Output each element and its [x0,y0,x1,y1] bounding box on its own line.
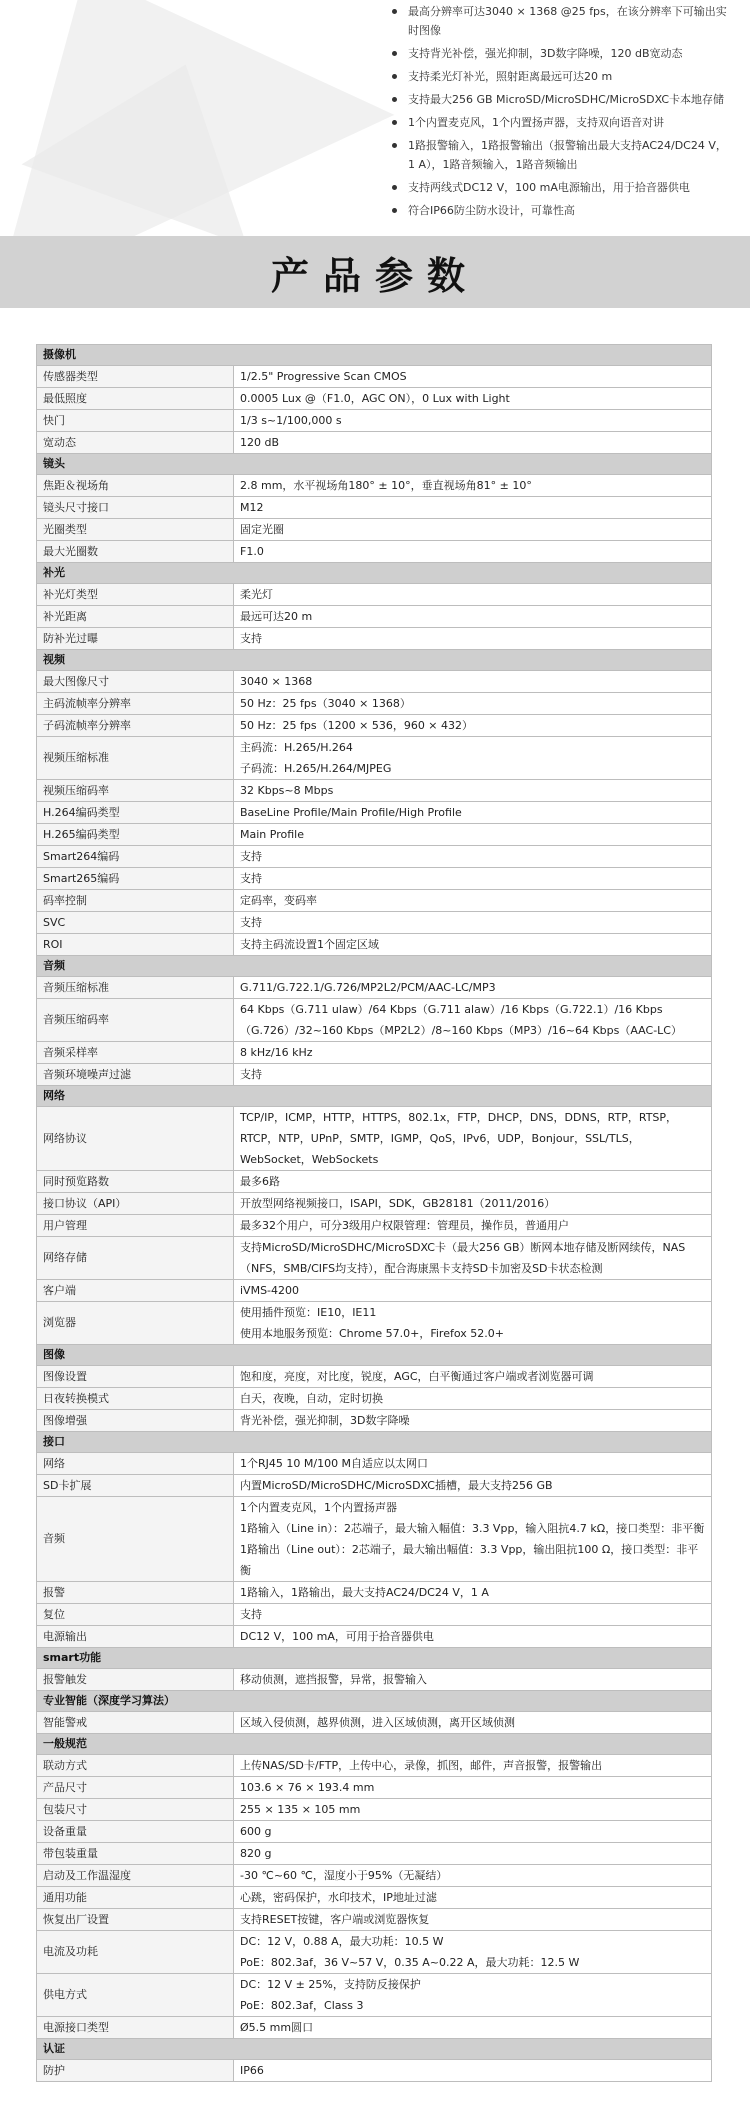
spec-table [36,344,712,2082]
spec-row [37,2060,712,2082]
spec-value-line: 支持 [240,632,262,645]
spec-value [234,1712,712,1734]
banner-title: 产品参数 [270,253,479,298]
spec-value [234,1626,712,1648]
spec-value [234,1475,712,1497]
section-row [37,1648,712,1669]
spec-label: 音频环境噪声过滤 [37,1064,234,1086]
bullet-icon [392,74,397,79]
spec-label: 音频采样率 [37,1042,234,1064]
spec-row [37,1388,712,1410]
spec-row [37,1755,712,1777]
spec-label: 补光灯类型 [37,584,234,606]
spec-label: 联动方式 [37,1755,234,1777]
spec-label: ROI [37,934,234,956]
spec-value-line: 1/2.5" Progressive Scan CMOS [240,370,407,383]
section-row [37,956,712,977]
spec-value [234,868,712,890]
section-row [37,2039,712,2060]
spec-label: 防补光过曝 [37,628,234,650]
spec-value [234,846,712,868]
spec-row [37,497,712,519]
spec-row [37,2017,712,2039]
spec-row [37,1865,712,1887]
spec-row [37,977,712,999]
spec-row [37,1887,712,1909]
spec-value-line: 白天，夜晚，自动，定时切换 [240,1392,383,1405]
spec-value [234,1215,712,1237]
spec-label: 通用功能 [37,1887,234,1909]
spec-value [234,541,712,563]
spec-value-line: 1个RJ45 10 M/100 M自适应以太网口 [240,1457,429,1470]
spec-row [37,934,712,956]
spec-value-line: 支持RESET按键，客户端或浏览器恢复 [240,1913,430,1926]
section-title: 接口 [37,1432,712,1453]
spec-value [234,999,712,1042]
feature-text: 符合IP66防尘防水设计，可靠性高 [408,204,575,217]
spec-row [37,1215,712,1237]
header-area [0,0,750,236]
spec-value [234,1582,712,1604]
spec-value-line: 103.6 × 76 × 193.4 mm [240,1781,375,1794]
spec-value [234,1931,712,1974]
bullet-icon [392,143,397,148]
section-title: 一般规范 [37,1734,712,1755]
spec-value [234,1410,712,1432]
spec-row [37,715,712,737]
spec-row [37,1193,712,1215]
spec-value [234,1821,712,1843]
section-banner [0,236,750,308]
spec-row [37,366,712,388]
section-title: 认证 [37,2039,712,2060]
spec-value-line: 255 × 135 × 105 mm [240,1803,361,1816]
spec-label: 接口协议（API） [37,1193,234,1215]
spec-label: 日夜转换模式 [37,1388,234,1410]
feature-text: 1个内置麦克风，1个内置扬声器，支持双向语音对讲 [408,116,664,129]
spec-value [234,1669,712,1691]
spec-row [37,1171,712,1193]
spec-row [37,1042,712,1064]
spec-row [37,1366,712,1388]
spec-label: 启动及工作温湿度 [37,1865,234,1887]
spec-value-line: 1路输入，1路输出，最大支持AC24/DC24 V，1 A [240,1586,489,1599]
spec-value [234,388,712,410]
spec-row [37,628,712,650]
spec-value-line: 子码流：H.265/H.264/MJPEG [240,762,392,775]
bullet-icon [392,185,397,190]
spec-label: 音频 [37,1497,234,1582]
section-title: 镜头 [37,454,712,475]
spec-value [234,693,712,715]
spec-value-line: PoE：802.3af，36 V~57 V，0.35 A~0.22 A，最大功耗：12.5 W [240,1956,580,1969]
spec-label: 设备重量 [37,1821,234,1843]
spec-value [234,1497,712,1582]
spec-row [37,824,712,846]
spec-row [37,519,712,541]
spec-value [234,1280,712,1302]
spec-value-line: 使用插件预览：IE10，IE11 [240,1306,377,1319]
feature-item [390,67,730,86]
spec-value [234,1107,712,1171]
spec-label: 电源接口类型 [37,2017,234,2039]
spec-label: 电流及功耗 [37,1931,234,1974]
spec-value-line: 120 dB [240,436,280,449]
spec-label: 传感器类型 [37,366,234,388]
spec-row [37,1777,712,1799]
spec-value-line: IP66 [240,2064,264,2077]
spec-value-line: DC12 V，100 mA，可用于拾音器供电 [240,1630,434,1643]
spec-label: 网络 [37,1453,234,1475]
spec-value-line: BaseLine Profile/Main Profile/High Profile [240,806,462,819]
spec-value-line: 50 Hz：25 fps（3040 × 1368） [240,697,411,710]
spec-value-line: DC：12 V，0.88 A，最大功耗：10.5 W [240,1935,444,1948]
spec-label: 音频压缩标准 [37,977,234,999]
spec-row [37,846,712,868]
spec-value-line: 1路输出（Line out）：2芯端子，最大输出幅值：3.3 Vpp，输出阻抗100 Ω，接口类型：非平衡 [240,1543,699,1577]
spec-value-line: PoE：802.3af，Class 3 [240,1999,364,2012]
spec-value-line: Main Profile [240,828,304,841]
spec-value [234,912,712,934]
spec-value-line: 心跳，密码保护，水印技术，IP地址过滤 [240,1891,437,1904]
spec-value [234,1302,712,1345]
section-row [37,345,712,366]
spec-label: 电源输出 [37,1626,234,1648]
spec-row [37,1237,712,1280]
spec-value [234,715,712,737]
spec-value [234,1777,712,1799]
feature-item [390,178,730,197]
spec-value [234,1909,712,1931]
section-title: 专业智能（深度学习算法） [37,1691,712,1712]
spec-row [37,999,712,1042]
spec-value [234,1799,712,1821]
spec-value-line: 1路输入（Line in）：2芯端子，最大输入幅值：3.3 Vpp，输入阻抗4.7 kΩ，接口类型：非平衡 [240,1522,705,1535]
feature-text: 支持柔光灯补光，照射距离最远可达20 m [408,70,613,83]
spec-row [37,1626,712,1648]
spec-value-line: 移动侦测，遮挡报警，异常，报警输入 [240,1673,427,1686]
spec-value-line: 最多6路 [240,1175,280,1188]
spec-label: 焦距＆视场角 [37,475,234,497]
spec-value [234,432,712,454]
feature-text: 1路报警输入，1路报警输出（报警输出最大支持AC24/DC24 V，1 A），1路音频输入，1路音频输出 [408,139,727,171]
spec-value [234,366,712,388]
spec-row [37,1453,712,1475]
bullet-icon [392,120,397,125]
spec-value [234,1604,712,1626]
spec-label: 同时预览路数 [37,1171,234,1193]
spec-label: 镜头尺寸接口 [37,497,234,519]
spec-value-line: 8 kHz/16 kHz [240,1046,313,1059]
spec-value-line: 1个内置麦克风，1个内置扬声器 [240,1501,397,1514]
spec-value-line: TCP/IP，ICMP，HTTP，HTTPS，802.1x，FTP，DHCP，DNS，DDNS，RTP，RTSP，RTCP，NTP，UPnP，SMTP，IGMP，QoS，IPv6，UDP，Bonjour，SSL/TLS，WebSocket，WebSockets [240,1111,678,1166]
spec-value-line: 开放型网络视频接口，ISAPI，SDK，GB28181（2011/2016） [240,1197,556,1210]
spec-value-line: 64 Kbps（G.711 ulaw）/64 Kbps（G.711 alaw）/16 Kbps（G.722.1）/16 Kbps（G.726）/32~160 Kbps（MP2L2）/8~160 Kbps（MP3）/16~64 Kbps（AAC-LC） [240,1003,682,1037]
feature-item [390,2,730,40]
feature-text: 支持背光补偿，强光抑制，3D数字降噪，120 dB宽动态 [408,47,683,60]
spec-label: 子码流帧率分辨率 [37,715,234,737]
spec-label: 带包装重量 [37,1843,234,1865]
spec-value [234,890,712,912]
section-row [37,563,712,584]
spec-label: SD卡扩展 [37,1475,234,1497]
spec-value [234,410,712,432]
section-row [37,1734,712,1755]
spec-row [37,606,712,628]
spec-row [37,1302,712,1345]
spec-row [37,802,712,824]
spec-value [234,1042,712,1064]
feature-list [390,0,730,224]
spec-label: 最低照度 [37,388,234,410]
spec-value-line: 饱和度，亮度，对比度，锐度，AGC，白平衡通过客户端或者浏览器可调 [240,1370,594,1383]
spec-row [37,1799,712,1821]
spec-value [234,584,712,606]
spec-row [37,1064,712,1086]
spec-value-line: F1.0 [240,545,264,558]
spec-value [234,2060,712,2082]
spec-row [37,1843,712,1865]
bullet-icon [392,51,397,56]
spec-label: 产品尺寸 [37,1777,234,1799]
spec-row [37,780,712,802]
spec-row [37,671,712,693]
bullet-icon [392,208,397,213]
section-title: 图像 [37,1345,712,1366]
spec-value-line: 使用本地服务预览：Chrome 57.0+，Firefox 52.0+ [240,1327,504,1340]
spec-value-line: 背光补偿，强光抑制，3D数字降噪 [240,1414,410,1427]
spec-label: 报警 [37,1582,234,1604]
spec-value-line: 820 g [240,1847,272,1860]
spec-label: 补光距离 [37,606,234,628]
spec-value-line: 2.8 mm，水平视场角180° ± 10°，垂直视场角81° ± 10° [240,479,532,492]
spec-value-line: -30 ℃~60 ℃，湿度小于95%（无凝结） [240,1869,448,1882]
spec-row [37,541,712,563]
spec-label: 视频压缩标准 [37,737,234,780]
spec-value-line: 1/3 s~1/100,000 s [240,414,342,427]
spec-value-line: 支持 [240,1068,262,1081]
spec-value [234,1064,712,1086]
spec-value-line: 柔光灯 [240,588,273,601]
bullet-icon [392,9,397,14]
spec-value-line: 区域入侵侦测，越界侦测，进入区域侦测，离开区域侦测 [240,1716,515,1729]
spec-value [234,977,712,999]
feature-text: 支持两线式DC12 V，100 mA电源输出，用于拾音器供电 [408,181,690,194]
feature-item [390,44,730,63]
spec-row [37,912,712,934]
spec-label: 光圈类型 [37,519,234,541]
spec-value-line: 支持 [240,1608,262,1621]
spec-row [37,1107,712,1171]
feature-item [390,136,730,174]
spec-value [234,1193,712,1215]
spec-label: 最大图像尺寸 [37,671,234,693]
spec-value [234,497,712,519]
spec-label: 图像设置 [37,1366,234,1388]
spec-value-line: 最多32个用户，可分3级用户权限管理：管理员，操作员，普通用户 [240,1219,569,1232]
spec-label: 快门 [37,410,234,432]
spec-value [234,1865,712,1887]
spec-row [37,410,712,432]
feature-item [390,201,730,220]
spec-row [37,584,712,606]
spec-row [37,1582,712,1604]
spec-label: 报警触发 [37,1669,234,1691]
spec-label: 复位 [37,1604,234,1626]
spec-value [234,934,712,956]
section-row [37,1086,712,1107]
spec-row [37,1604,712,1626]
spec-row [37,1821,712,1843]
spec-value-line: 50 Hz：25 fps（1200 × 536，960 × 432） [240,719,474,732]
spec-value-line: 600 g [240,1825,272,1838]
section-row [37,1345,712,1366]
spec-value-line: iVMS-4200 [240,1284,300,1297]
spec-value [234,475,712,497]
spec-value [234,1453,712,1475]
spec-value [234,2017,712,2039]
spec-value-line: 支持MicroSD/MicroSDHC/MicroSDXC卡（最大256 GB）断网本地存储及断网续传，NAS（NFS，SMB/CIFS均支持），配合海康黑卡支持SD卡加密及SD卡状态检测 [240,1241,686,1275]
spec-label: 智能警戒 [37,1712,234,1734]
spec-row [37,388,712,410]
spec-label: 防护 [37,2060,234,2082]
section-title: 补光 [37,563,712,584]
feature-item [390,113,730,132]
spec-value [234,1237,712,1280]
spec-row [37,475,712,497]
spec-row [37,868,712,890]
spec-row [37,737,712,780]
feature-item [390,90,730,109]
spec-label: 音频压缩码率 [37,999,234,1042]
section-row [37,454,712,475]
spec-value-line: 32 Kbps~8 Mbps [240,784,334,797]
spec-value [234,1171,712,1193]
spec-table-container [36,344,712,2082]
spec-value-line: 3040 × 1368 [240,675,313,688]
spec-value-line: 支持主码流设置1个固定区域 [240,938,379,951]
section-title: 音频 [37,956,712,977]
spec-row [37,1475,712,1497]
spec-value-line: 支持 [240,872,262,885]
spec-value [234,737,712,780]
spec-value [234,1974,712,2017]
bullet-icon [392,97,397,102]
spec-label: 码率控制 [37,890,234,912]
spec-row [37,1712,712,1734]
spec-row [37,432,712,454]
section-title: 视频 [37,650,712,671]
spec-label: SVC [37,912,234,934]
spec-label: 视频压缩码率 [37,780,234,802]
spec-row [37,1410,712,1432]
spec-value [234,1388,712,1410]
spec-row [37,1669,712,1691]
spec-value-line: 0.0005 Lux @（F1.0，AGC ON），0 Lux with Light [240,392,510,405]
spec-label: 客户端 [37,1280,234,1302]
spec-label: 浏览器 [37,1302,234,1345]
spec-value-line: M12 [240,501,264,514]
section-row [37,1432,712,1453]
spec-value [234,1887,712,1909]
spec-row [37,1931,712,1974]
spec-value [234,1366,712,1388]
spec-value [234,519,712,541]
spec-label: H.264编码类型 [37,802,234,824]
spec-label: 主码流帧率分辨率 [37,693,234,715]
spec-value-line: 定码率，变码率 [240,894,317,907]
spec-label: 供电方式 [37,1974,234,2017]
spec-value [234,824,712,846]
spec-value-line: 内置MicroSD/MicroSDHC/MicroSDXC插槽，最大支持256 GB [240,1479,553,1492]
spec-row [37,890,712,912]
spec-label: 包装尺寸 [37,1799,234,1821]
spec-label: H.265编码类型 [37,824,234,846]
spec-row [37,1497,712,1582]
section-row [37,1691,712,1712]
spec-label: 图像增强 [37,1410,234,1432]
spec-value-line: 支持 [240,916,262,929]
spec-label: 网络协议 [37,1107,234,1171]
section-title: smart功能 [37,1648,712,1669]
spec-value [234,802,712,824]
spec-value [234,628,712,650]
spec-value-line: 主码流：H.265/H.264 [240,741,353,754]
spec-label: 网络存储 [37,1237,234,1280]
section-title: 网络 [37,1086,712,1107]
spec-row [37,1280,712,1302]
spec-value [234,671,712,693]
section-row [37,650,712,671]
spec-label: 用户管理 [37,1215,234,1237]
spec-value-line: 支持 [240,850,262,863]
spec-value [234,1843,712,1865]
spec-value-line: G.711/G.722.1/G.726/MP2L2/PCM/AAC-LC/MP3 [240,981,496,994]
spec-value-line: 固定光圈 [240,523,284,536]
spec-value-line: 上传NAS/SD卡/FTP，上传中心，录像，抓图，邮件，声音报警，报警输出 [240,1759,603,1772]
spec-label: Smart264编码 [37,846,234,868]
spec-label: 恢复出厂设置 [37,1909,234,1931]
spec-row [37,1909,712,1931]
spec-row [37,693,712,715]
spec-row [37,1974,712,2017]
spec-label: 最大光圈数 [37,541,234,563]
spec-label: Smart265编码 [37,868,234,890]
feature-text: 支持最大256 GB MicroSD/MicroSDHC/MicroSDXC卡本地存储 [408,93,725,106]
spec-value-line: DC：12 V ± 25%，支持防反接保护 [240,1978,421,1991]
spec-value [234,780,712,802]
spec-value-line: 最远可达20 m [240,610,313,623]
feature-text: 最高分辨率可达3040 × 1368 @25 fps，在该分辨率下可输出实时图像 [408,5,727,37]
spec-value-line: Ø5.5 mm圆口 [240,2021,314,2034]
section-title: 摄像机 [37,345,712,366]
spec-label: 宽动态 [37,432,234,454]
spec-value [234,606,712,628]
spec-value [234,1755,712,1777]
